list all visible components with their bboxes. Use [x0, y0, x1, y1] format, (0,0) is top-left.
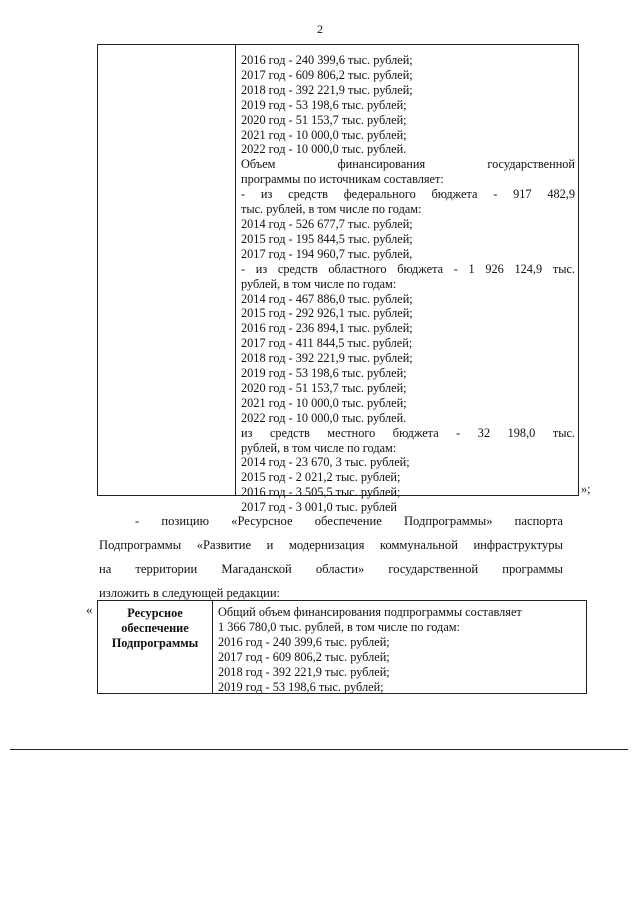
resource-line: Общий объем финансирования подпрограммы составляет: [218, 605, 522, 619]
funding-line: 2020 год - 51 153,7 тыс. рублей;: [241, 380, 407, 395]
resource-table: [97, 600, 587, 694]
funding-table-continued: [97, 44, 579, 515]
funding-line: - из средств федерального бюджета - 917 482,9: [241, 187, 575, 202]
funding-line: 2022 год - 10 000,0 тыс. рублей.: [241, 410, 407, 425]
funding-line: 2021 год - 10 000,0 тыс. рублей;: [241, 395, 407, 410]
funding-line: - из средств областного бюджета - 1 926 124,9 тыс.: [241, 261, 575, 276]
resource-heading-cell: [98, 601, 213, 693]
resource-value-cell: [218, 605, 584, 695]
funding-line: рублей, в том числе по годам:: [241, 276, 397, 291]
funding-line: 2022 год - 10 000,0 тыс. рублей.: [241, 142, 407, 157]
funding-line: 2018 год - 392 221,9 тыс. рублей;: [241, 82, 413, 97]
paragraph-line: - позицию «Ресурсное обеспечение Подпрограммы» паспорта: [135, 514, 563, 528]
funding-line: рублей, в том числе по годам:: [241, 440, 397, 455]
funding-line: 2015 год - 292 926,1 тыс. рублей;: [241, 306, 413, 321]
funding-line: 2017 год - 411 844,5 тыс. рублей;: [241, 336, 413, 351]
heading-line: Ресурсное: [127, 606, 183, 620]
funding-line: 2015 год - 195 844,5 тыс. рублей;: [241, 231, 413, 246]
table-value-cell: [241, 53, 575, 515]
page-number: 2: [317, 22, 323, 36]
funding-line: из средств местного бюджета - 32 198,0 тыс.: [241, 425, 575, 440]
funding-line: 2015 год - 2 021,2 тыс. рублей;: [241, 470, 401, 485]
funding-line: 2018 год - 392 221,9 тыс. рублей;: [241, 351, 413, 366]
funding-line: тыс. рублей, в том числе по годам:: [241, 202, 422, 217]
paragraph-line: Подпрограммы «Развитие и модернизация коммунальной инфраструктуры: [99, 538, 563, 552]
funding-line: 2014 год - 526 677,7 тыс. рублей;: [241, 216, 413, 231]
funding-line: 2016 год - 240 399,6 тыс. рублей;: [241, 53, 413, 67]
funding-line: 2017 год - 609 806,2 тыс. рублей;: [241, 67, 413, 82]
funding-line: 2014 год - 467 886,0 тыс. рублей;: [241, 291, 413, 306]
page-divider-line: [10, 749, 628, 750]
resource-line: 2019 год - 53 198,6 тыс. рублей;: [218, 680, 384, 694]
resource-line: 1 366 780,0 тыс. рублей, в том числе по годам:: [218, 620, 460, 634]
funding-line: 2019 год - 53 198,6 тыс. рублей;: [241, 97, 407, 112]
funding-line: 2021 год - 10 000,0 тыс. рублей;: [241, 127, 407, 142]
funding-line: 2016 год - 3 505,5 тыс. рублей;: [241, 485, 401, 500]
funding-line: 2017 год - 3 001,0 тыс. рублей: [241, 500, 398, 515]
heading-line: обеспечение: [121, 621, 189, 635]
resource-line: 2018 год - 392 221,9 тыс. рублей;: [218, 665, 390, 679]
table-label-cell-empty: [98, 45, 236, 495]
paragraph-line: на территории Магаданской области» государственной программы: [99, 562, 563, 576]
funding-line: 2020 год - 51 153,7 тыс. рублей;: [241, 112, 407, 127]
funding-line: программы по источникам составляет:: [241, 172, 444, 187]
resource-line: 2017 год - 609 806,2 тыс. рублей;: [218, 650, 390, 664]
heading-line: Подпрограммы: [111, 636, 199, 650]
funding-line: 2017 год - 194 960,7 тыс. рублей,: [241, 246, 413, 261]
funding-line: 2014 год - 23 670, 3 тыс. рублей;: [241, 455, 410, 470]
closing-quote: »;: [581, 482, 591, 496]
opening-quote: «: [86, 602, 93, 617]
resource-line: 2016 год - 240 399,6 тыс. рублей;: [218, 635, 390, 649]
funding-line: 2016 год - 236 894,1 тыс. рублей;: [241, 321, 413, 336]
paragraph-line: изложить в следующей редакции:: [99, 586, 281, 600]
funding-line: Объем финансирования государственной: [241, 157, 575, 172]
amendment-paragraph: [99, 509, 563, 605]
funding-line: 2019 год - 53 198,6 тыс. рублей;: [241, 366, 407, 381]
